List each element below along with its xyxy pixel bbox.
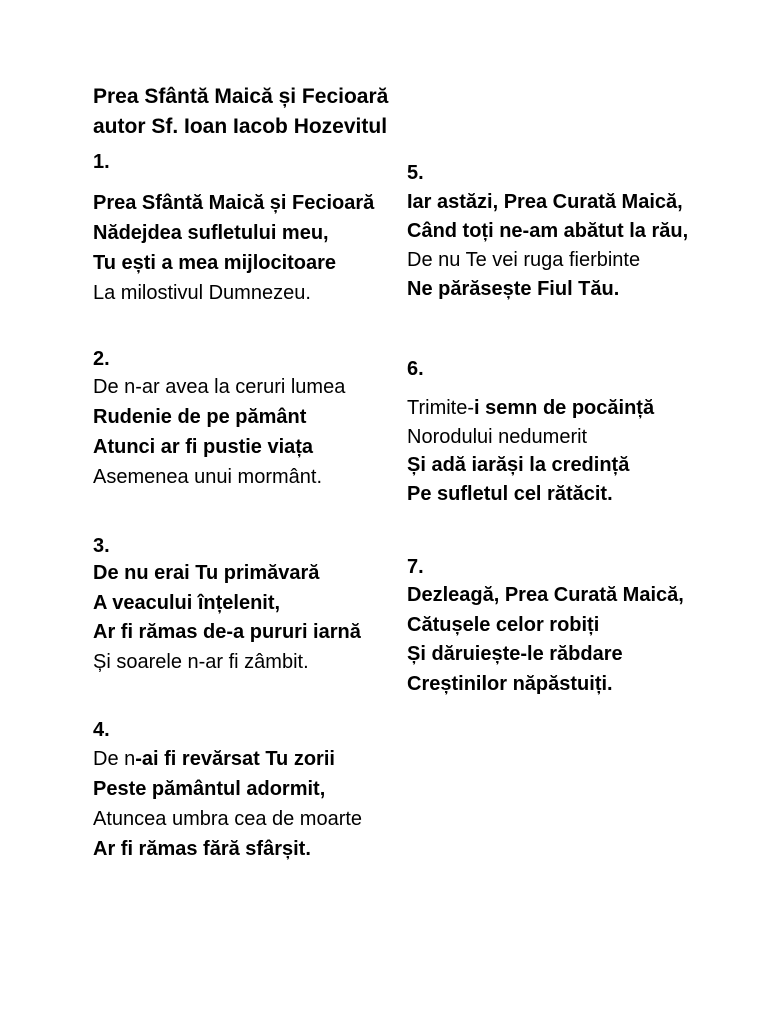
stanza-1 [93, 152, 374, 308]
poem-line [93, 648, 361, 678]
poem-line-segment: Iar astăzi, Prea Curată Maică, [407, 191, 683, 213]
stanza-number: 5. [407, 162, 424, 184]
poem-line [407, 581, 684, 611]
stanza-7 [407, 557, 684, 699]
poem-line-segment: De n-ar avea la ceruri lumea [93, 376, 346, 398]
poem-line [407, 188, 688, 217]
poem-line [407, 423, 654, 452]
stanza-number: 2. [93, 348, 110, 370]
poem-line-segment: De n [93, 748, 136, 770]
poem-line [407, 611, 684, 641]
poem-line-segment: Peste pământul adormit, [93, 778, 326, 800]
stanza-number: 4. [93, 719, 110, 741]
poem-line [93, 834, 362, 864]
poem-line-segment: Trimite- [407, 397, 475, 419]
poem-line-segment: Nădejdea sufletului meu, [93, 222, 329, 244]
poem-line-segment: Tu ești a mea mijlocitoare [93, 252, 337, 274]
poem-line [407, 451, 654, 480]
poem-line-segment: Atunci ar fi pustie viața [93, 436, 314, 458]
poem-line-segment: Asemenea unui mormânt. [93, 466, 323, 488]
poem-line-segment: Și soarele n-ar fi zâmbit. [93, 650, 309, 673]
poem-line-segment: Norodului nedumerit [407, 425, 588, 448]
poem-line-segment: Când toți ne-am abătut la rău, [407, 220, 689, 242]
poem-line-segment: -ai fi revărsat Tu zorii [135, 748, 335, 770]
poem-line-segment: Și adă iarăși la credință [407, 454, 630, 476]
poem-line [407, 246, 688, 275]
stanza-number: 7. [407, 556, 424, 578]
poem-line [93, 432, 345, 462]
poem-line [93, 618, 361, 648]
poem-line [93, 278, 374, 308]
poem-line [93, 774, 362, 804]
stanza-number: 6. [407, 358, 424, 380]
poem-line-segment: A veacului înțelenit, [93, 591, 281, 614]
poem-line-segment: De nu erai Tu primăvară [93, 562, 320, 584]
poem-line [407, 670, 684, 700]
poem-line-segment: La milostivul Dumnezeu. [93, 282, 311, 304]
stanza-4 [93, 720, 362, 864]
poem-line [93, 804, 362, 834]
poem-line-segment: Ar fi rămas de-a pururi iarnă [93, 621, 361, 643]
poem-line [93, 559, 361, 589]
poem-line-segment: Ne părăsește Fiul Tău. [407, 278, 620, 300]
poem-line [407, 480, 654, 509]
poem-line [93, 744, 362, 774]
poem-line-segment: Creștinilor năpăstuiți. [407, 672, 613, 695]
poem-line-segment: i semn de pocăință [474, 397, 655, 419]
stanza-3 [93, 536, 361, 677]
poem-line [93, 589, 361, 619]
poem-line-segment: Pe sufletul cel rătăcit. [407, 482, 613, 505]
poem-line [93, 248, 374, 278]
poem-line-segment: De nu Te vei ruga fierbinte [407, 249, 641, 271]
poem-line-segment: Prea Sfântă Maică și Fecioară [93, 192, 375, 214]
poem-line-segment: Atuncea umbra cea de moarte [93, 808, 363, 830]
document-header [93, 82, 388, 141]
poem-author: autor Sf. Ioan Iacob Hozevitul [93, 114, 388, 138]
poem-title: Prea Sfântă Maică și Fecioară [93, 85, 389, 108]
stanza-5 [407, 163, 688, 304]
stanza-6 [407, 359, 654, 508]
poem-line [93, 462, 345, 492]
poem-line [93, 402, 345, 432]
poem-line [407, 394, 654, 423]
poem-line [407, 275, 688, 304]
stanza-2 [93, 349, 345, 492]
poem-line-segment: Rudenie de pe pământ [93, 406, 307, 428]
poem-line [93, 188, 374, 218]
poem-line-segment: Dezleagă, Prea Curată Maică, [407, 584, 684, 606]
poem-line-segment: Cătușele celor robiți [407, 613, 600, 636]
poem-line-segment: Și dăruiește-le răbdare [407, 643, 623, 665]
stanza-number: 1. [93, 151, 110, 173]
poem-line [407, 217, 688, 246]
stanza-number: 3. [93, 535, 110, 557]
poem-line [93, 372, 345, 402]
poem-line [93, 218, 374, 248]
poem-line-segment: Ar fi rămas fără sfârșit. [93, 838, 311, 860]
poem-line [407, 640, 684, 670]
